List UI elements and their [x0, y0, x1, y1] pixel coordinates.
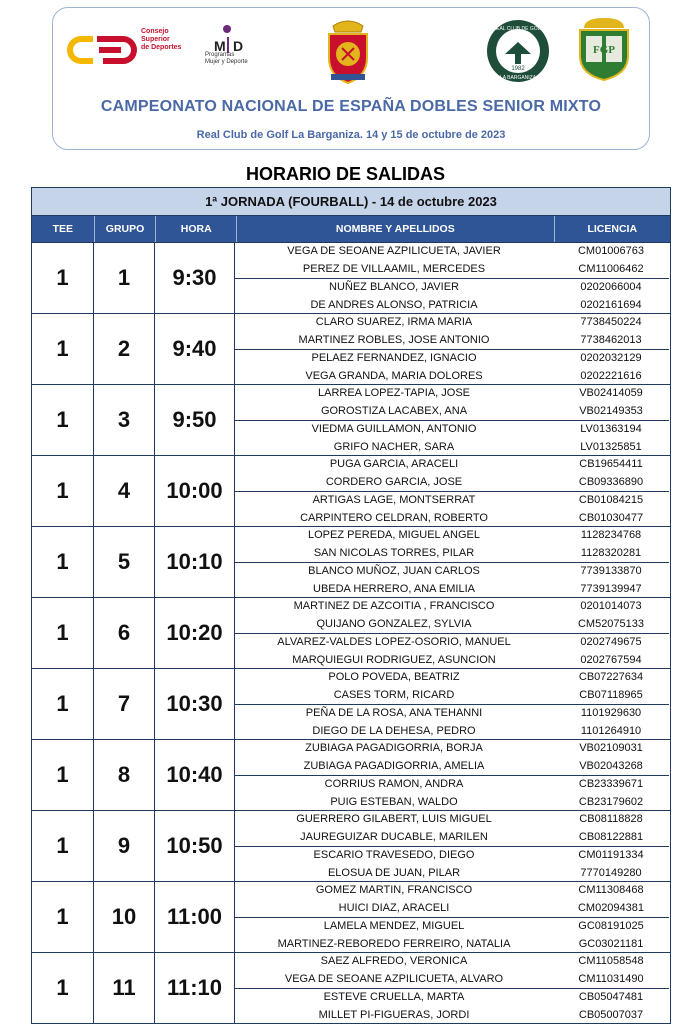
- player-licencia: CM02094381: [577, 901, 645, 914]
- groups-body: [32, 242, 670, 1023]
- player-licencia: 1101264910: [580, 724, 642, 737]
- player-licencia: CB23339671: [578, 778, 644, 790]
- hora-cell: 9:40: [155, 314, 235, 384]
- players-list: [235, 598, 669, 668]
- player-name: VEGA GRANDA, MARIA DOLORES: [305, 369, 483, 382]
- table-row: [235, 527, 669, 545]
- player-licencia: CM11308468: [578, 884, 644, 896]
- svg-text:LA BARGANIZA: LA BARGANIZA: [499, 75, 537, 81]
- player-name: PUGA GARCIA, ARACELI: [329, 458, 459, 470]
- table-group: [32, 739, 670, 810]
- player-licencia: 0202066004: [580, 281, 642, 293]
- csd-label: Consejo Superior de Deportes: [141, 28, 182, 51]
- player-licencia: 0202032129: [580, 352, 642, 364]
- player-name: SAN NICOLAS TORRES, PILAR: [313, 546, 475, 559]
- table-group: [32, 384, 670, 455]
- player-name: QUIJANO GONZALEZ, SYLVIA: [316, 617, 472, 630]
- header-tee: TEE: [32, 216, 95, 242]
- table-row: [235, 439, 669, 457]
- table-group: [32, 810, 670, 881]
- event-banner: [52, 7, 650, 150]
- table-row: [235, 581, 669, 599]
- table-row: [235, 420, 669, 439]
- player-licencia: CM11058548: [578, 955, 644, 967]
- hora-cell: 9:30: [155, 243, 235, 313]
- tee-cell: 1: [32, 527, 94, 597]
- player-name: MARTINEZ ROBLES, JOSE ANTONIO: [298, 333, 490, 346]
- grupo-cell: 2: [94, 314, 155, 384]
- player-name: CORDERO GARCIA, JOSE: [325, 475, 463, 488]
- header-hora: HORA: [156, 216, 237, 242]
- player-licencia: LV01363194: [580, 423, 642, 435]
- hora-cell: 11:00: [155, 882, 235, 952]
- player-licencia: CM52075133: [577, 617, 645, 630]
- table-row: [235, 633, 669, 652]
- player-licencia: 1101929630: [580, 707, 642, 719]
- table-row: [235, 598, 669, 616]
- tee-cell: 1: [32, 598, 94, 668]
- table-row: [235, 474, 669, 492]
- player-name: DE ANDRES ALONSO, PATRICIA: [310, 298, 478, 311]
- player-licencia: CB01084215: [578, 494, 644, 506]
- player-licencia: CM01006763: [577, 245, 645, 257]
- player-name: ZUBIAGA PAGADIGORRIA, AMELIA: [303, 759, 485, 772]
- table-row: [235, 900, 669, 918]
- club-barganiza-logo-icon: [485, 18, 551, 84]
- table-row: [235, 669, 669, 687]
- tee-cell: 1: [32, 385, 94, 455]
- player-name: CLARO SUAREZ, IRMA MARIA: [315, 316, 473, 328]
- player-name: ESCARIO TRAVESEDO, DIEGO: [313, 849, 475, 861]
- table-row: [235, 349, 669, 368]
- svg-text:FGP: FGP: [593, 44, 615, 56]
- hora-cell: 10:30: [155, 669, 235, 739]
- player-name: ZUBIAGA PAGADIGORRIA, BORJA: [305, 742, 483, 754]
- hora-cell: 10:50: [155, 811, 235, 881]
- grupo-cell: 10: [94, 882, 155, 952]
- player-licencia: 7738462013: [580, 333, 642, 346]
- player-licencia: CM01191334: [578, 849, 644, 861]
- table-row: [235, 723, 669, 741]
- table-row: [235, 917, 669, 936]
- section-title: HORARIO DE SALIDAS: [245, 164, 445, 184]
- table-row: [235, 953, 669, 971]
- player-name: LAMELA MENDEZ, MIGUEL: [323, 920, 465, 932]
- table-row: [235, 704, 669, 723]
- player-name: CARPINTERO CELDRAN, ROBERTO: [300, 511, 488, 524]
- grupo-cell: 9: [94, 811, 155, 881]
- player-licencia: CB08122881: [578, 830, 644, 843]
- tee-times-table: [31, 187, 671, 1024]
- table-group: [32, 668, 670, 739]
- player-name: ESTEVE CRUELLA, MARTA: [323, 991, 465, 1003]
- grupo-cell: 4: [94, 456, 155, 526]
- player-name: LOPEZ PEREDA, MIGUEL ANGEL: [308, 529, 480, 541]
- grupo-cell: 1: [94, 243, 155, 313]
- player-name: ALVAREZ-VALDES LOPEZ-OSORIO, MANUEL: [277, 636, 511, 648]
- table-row: [235, 314, 669, 332]
- table-row: [235, 687, 669, 705]
- player-name: PELAEZ FERNANDEZ, IGNACIO: [311, 352, 477, 364]
- table-row: [235, 794, 669, 812]
- player-name: HUICI DIAZ, ARACELI: [338, 901, 450, 914]
- player-licencia: CB09336890: [578, 475, 644, 488]
- table-row: [235, 758, 669, 776]
- player-name: GOROSTIZA LACABEX, ANA: [320, 404, 468, 417]
- player-licencia: CB23179602: [578, 795, 644, 808]
- player-licencia: 7739139947: [580, 582, 642, 595]
- player-name: CASES TORM, RICARD: [333, 688, 455, 701]
- table-row: [235, 616, 669, 634]
- hora-cell: 10:00: [155, 456, 235, 526]
- player-name: PEÑA DE LA ROSA, ANA TEHANNI: [305, 707, 483, 719]
- player-licencia: CB19654411: [579, 458, 643, 470]
- player-name: MARQUIEGUI RODRIGUEZ, ASUNCION: [292, 653, 496, 666]
- svg-text:M: M: [214, 38, 226, 54]
- player-licencia: CB05007037: [578, 1008, 644, 1021]
- players-list: [235, 456, 669, 526]
- player-name: VEGA DE SEOANE AZPILICUETA, ALVARO: [284, 972, 504, 985]
- header-nombre: NOMBRE Y APELLIDOS: [237, 216, 555, 242]
- tee-cell: 1: [32, 811, 94, 881]
- player-name: VIEDMA GUILLAMON, ANTONIO: [311, 423, 477, 435]
- player-licencia: VB02109031: [579, 742, 643, 754]
- player-licencia: CB01030477: [578, 511, 644, 524]
- player-name: MILLET PI-FIGUERAS, JORDI: [318, 1008, 470, 1021]
- table-row: [235, 385, 669, 403]
- table-row: [235, 1007, 669, 1024]
- svg-text:1982: 1982: [511, 66, 525, 72]
- header-licencia: LICENCIA: [587, 223, 638, 235]
- player-name: LARREA LOPEZ-TAPIA, JOSE: [317, 387, 470, 399]
- tee-cell: 1: [32, 740, 94, 810]
- table-group: [32, 597, 670, 668]
- player-name: PUIG ESTEBAN, WALDO: [330, 795, 458, 808]
- tee-cell: 1: [32, 456, 94, 526]
- player-name: CORRIUS RAMON, ANDRA: [324, 778, 464, 790]
- event-title: CAMPEONATO NACIONAL DE ESPAÑA DOBLES SENIOR MIXTO: [100, 98, 602, 115]
- table-row: [235, 491, 669, 510]
- player-name: MARTINEZ-REBOREDO FERREIRO, NATALIA: [277, 937, 511, 950]
- player-licencia: 7770149280: [580, 866, 642, 879]
- player-licencia: 0202749675: [580, 636, 642, 648]
- player-name: VEGA DE SEOANE AZPILICUETA, JAVIER: [287, 245, 501, 257]
- players-list: [235, 669, 669, 739]
- player-licencia: LV01325851: [580, 440, 642, 453]
- table-row: [235, 297, 669, 315]
- table-row: [235, 456, 669, 474]
- players-list: [235, 882, 669, 952]
- hora-cell: 10:20: [155, 598, 235, 668]
- grupo-cell: 5: [94, 527, 155, 597]
- player-licencia: VB02043268: [579, 759, 643, 772]
- player-name: NUÑEZ BLANCO, JAVIER: [329, 281, 459, 293]
- player-licencia: CM11006462: [578, 262, 644, 275]
- table-row: [235, 403, 669, 421]
- players-list: [235, 527, 669, 597]
- player-licencia: CB05047481: [578, 991, 644, 1003]
- player-licencia: 0202161694: [580, 298, 642, 311]
- hora-cell: 9:50: [155, 385, 235, 455]
- player-licencia: VB02414059: [579, 387, 643, 399]
- grupo-cell: 11: [94, 953, 155, 1023]
- table-group: [32, 313, 670, 384]
- event-subtitle: Real Club de Golf La Barganiza. 14 y 15 de octubre de 2023: [196, 129, 506, 141]
- table-row: [235, 865, 669, 883]
- player-name: DIEGO DE LA DEHESA, PEDRO: [312, 724, 476, 737]
- player-name: GRIFO NACHER, SARA: [333, 440, 455, 453]
- table-row: [235, 936, 669, 954]
- table-row: [235, 652, 669, 670]
- tee-cell: 1: [32, 953, 94, 1023]
- jornada-title: 1ª JORNADA (FOURBALL) - 14 de octubre 2023: [32, 188, 670, 216]
- table-group: [32, 952, 670, 1023]
- player-licencia: 7739133870: [580, 565, 642, 577]
- myd-label: Programas Mujer y Deporte: [205, 52, 248, 65]
- hora-cell: 10:40: [155, 740, 235, 810]
- table-row: [235, 368, 669, 386]
- players-list: [235, 314, 669, 384]
- rfeg-crest-icon: [317, 16, 379, 86]
- table-row: [235, 988, 669, 1007]
- table-group: [32, 881, 670, 952]
- fgp-crest-icon: [574, 16, 634, 82]
- table-row: [235, 243, 669, 261]
- player-name: ARTIGAS LAGE, MONTSERRAT: [312, 494, 476, 506]
- player-licencia: CB08118828: [579, 813, 643, 825]
- header-grupo: GRUPO: [95, 216, 157, 242]
- table-group: [32, 242, 670, 313]
- table-row: [235, 740, 669, 758]
- svg-text:REAL CLUB DE GOLF: REAL CLUB DE GOLF: [492, 26, 544, 32]
- csd-logo-icon: [63, 30, 138, 70]
- table-row: [235, 829, 669, 847]
- players-list: [235, 811, 669, 881]
- table-row: [235, 510, 669, 528]
- hora-cell: 11:10: [155, 953, 235, 1023]
- player-name: SAEZ ALFREDO, VERONICA: [320, 955, 468, 967]
- table-row: [235, 545, 669, 563]
- hora-cell: 10:10: [155, 527, 235, 597]
- player-licencia: GC08191025: [578, 920, 644, 932]
- table-group: [32, 526, 670, 597]
- tee-cell: 1: [32, 314, 94, 384]
- grupo-cell: 7: [94, 669, 155, 739]
- player-name: ELOSUA DE JUAN, PILAR: [327, 866, 461, 879]
- player-name: UBEDA HERRERO, ANA EMILIA: [313, 582, 475, 595]
- players-list: [235, 953, 669, 1023]
- svg-text:D: D: [233, 38, 244, 54]
- grupo-cell: 6: [94, 598, 155, 668]
- tee-cell: 1: [32, 669, 94, 739]
- player-name: JAUREGUIZAR DUCABLE, MARILEN: [300, 830, 488, 843]
- player-licencia: 1128234768: [580, 529, 642, 541]
- player-name: PEREZ DE VILLAAMIL, MERCEDES: [302, 262, 486, 275]
- tee-cell: 1: [32, 243, 94, 313]
- table-row: [235, 811, 669, 829]
- grupo-cell: 8: [94, 740, 155, 810]
- player-name: GOMEZ MARTIN, FRANCISCO: [315, 884, 473, 896]
- players-list: [235, 385, 669, 455]
- player-licencia: 0202767594: [580, 653, 642, 666]
- player-licencia: 0202221616: [580, 369, 642, 382]
- table-row: [235, 332, 669, 350]
- player-name: POLO POVEDA, BEATRIZ: [328, 671, 460, 683]
- table-row: [235, 775, 669, 794]
- player-name: BLANCO MUÑOZ, JUAN CARLOS: [308, 565, 480, 577]
- player-licencia: CB07118965: [579, 688, 643, 701]
- table-row: [235, 846, 669, 865]
- player-name: GUERRERO GILABERT, LUIS MIGUEL: [296, 813, 492, 825]
- player-licencia: 7738450224: [580, 316, 642, 328]
- table-row: [235, 261, 669, 279]
- players-list: [235, 243, 669, 313]
- player-licencia: VB02149353: [579, 404, 643, 417]
- table-row: [235, 278, 669, 297]
- player-name: MARTINEZ DE AZCOITIA , FRANCISCO: [293, 600, 495, 612]
- player-licencia: GC03021181: [578, 937, 644, 950]
- table-group: [32, 455, 670, 526]
- table-row: [235, 882, 669, 900]
- player-licencia: 0201014073: [580, 600, 642, 612]
- table-header: [32, 216, 670, 242]
- tee-cell: 1: [32, 882, 94, 952]
- table-row: [235, 562, 669, 581]
- grupo-cell: 3: [94, 385, 155, 455]
- player-licencia: CB07227634: [578, 671, 644, 683]
- player-licencia: 1128320281: [580, 546, 642, 559]
- players-list: [235, 740, 669, 810]
- table-row: [235, 971, 669, 989]
- player-licencia: CM11031490: [578, 972, 644, 985]
